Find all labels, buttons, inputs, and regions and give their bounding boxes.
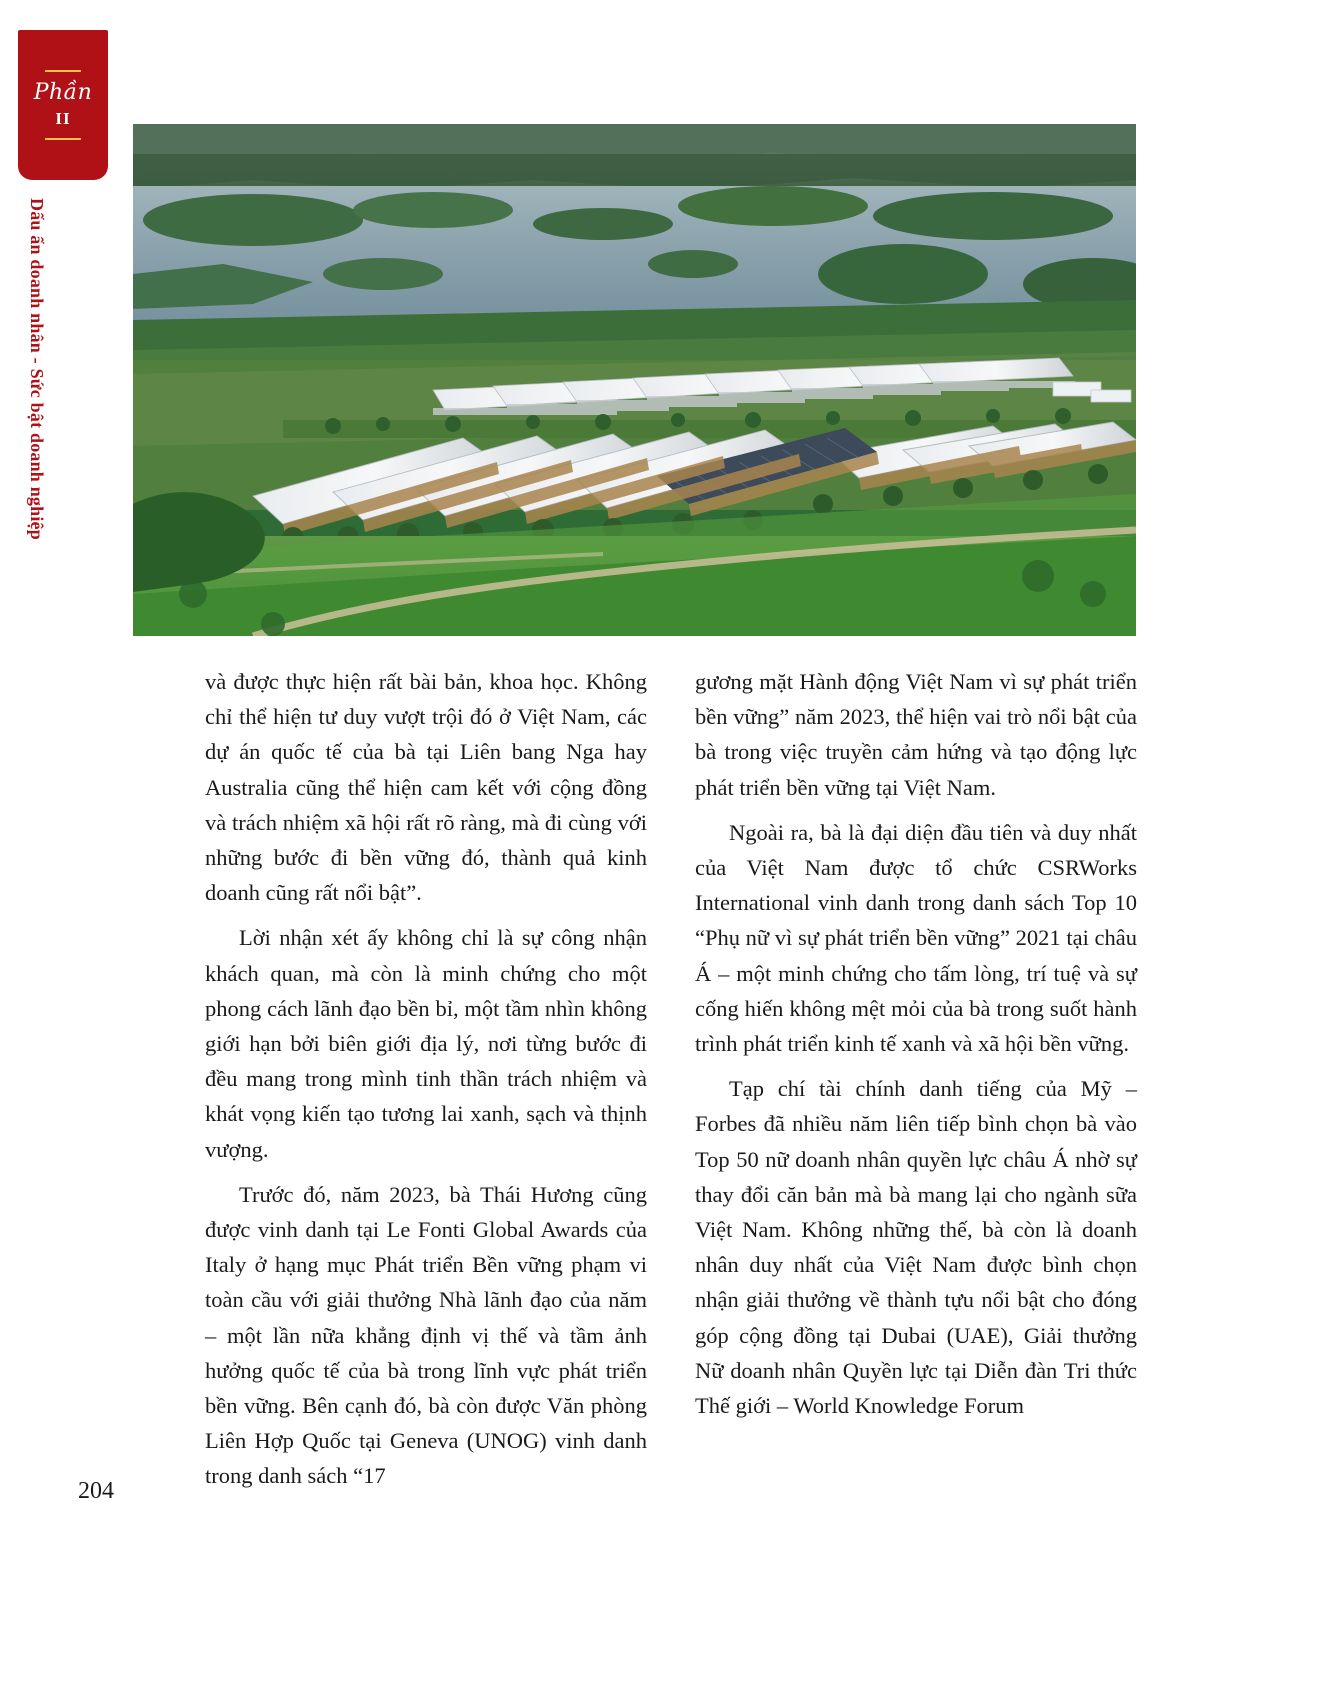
paragraph: Ngoài ra, bà là đại diện đầu tiên và duy nhất của Việt Nam được tổ chức CSRWorks International vinh danh trong danh sách Top 10 “Phụ nữ vì sự phát triển bền vững” 2021 tại châu Á – một minh chứng cho tấm lòng, trí tuệ và sự cống hiến không mệt mỏi của bà trong suốt hành trình phát triển kinh tế xanh và xã hội bền vững. [695,819,1137,1057]
part-tab-word: Phần [33,79,93,105]
paragraph: gương mặt Hành động Việt Nam vì sự phát triển bền vững” năm 2023, thể hiện vai trò nổi bật của bà trong việc truyền cảm hứng và tạo động lực phát triển bền vững tại Việt Nam. [695,669,1137,800]
paragraph: và được thực hiện rất bài bản, khoa học. Không chỉ thể hiện tư duy vượt trội đó ở Việt Nam, các dự án quốc tế của bà tại Liên bang Nga hay Australia cũng thể hiện cam kết với cộng đồng và trách nhiệm xã hội rất rõ ràng, mà đi cùng với những bước đi bền vững đó, thành quả kinh doanh cũng rất nổi bật”. [205,669,647,906]
farm-aerial-photo [133,124,1136,636]
paragraph: Tạp chí tài chính danh tiếng của Mỹ – Forbes đã nhiều năm liên tiếp bình chọn bà vào Top 50 nữ doanh nhân quyền lực châu Á nhờ sự thay đổi căn bản mà bà mang lại cho ngành sữa Việt Nam. Không những thế, bà còn là doanh nhân duy nhất của Việt Nam được bình chọn nhận giải thưởng về thành tựu nổi bật cho đóng góp cộng đồng tại Dubai (UAE), Giải thưởng Nữ doanh nhân Quyền lực tại Diễn đàn Tri thức Thế giới – World Knowledge Forum [695,1076,1137,1419]
photo-illustration [133,124,1136,636]
part-tab-rule-top [45,70,81,72]
part-tab-rule-bottom [45,138,81,140]
page-number: 204 [78,1478,114,1504]
part-tab [18,30,108,180]
paragraph: Lời nhận xét ấy không chỉ là sự công nhận khách quan, mà còn là minh chứng cho một phong cách lãnh đạo bền bỉ, một tầm nhìn không giới hạn bởi biên giới địa lý, nơi từng bước đi đều mang trong mình tinh thần trách nhiệm và khát vọng kiến tạo tương lai xanh, sạch và thịnh vượng. [205,925,647,1162]
column-left [205,664,647,1494]
running-head: Dấu ấn doanh nhân - Sức bật doanh nghiệp [27,198,47,540]
body-columns [205,664,1137,1494]
paragraph: Trước đó, năm 2023, bà Thái Hương cũng được vinh danh tại Le Fonti Global Awards của Italy ở hạng mục Phát triển Bền vững phạm vi toàn cầu với giải thưởng Nhà lãnh đạo của năm – một lần nữa khẳng định vị thế và tầm ảnh hưởng quốc tế của bà trong lĩnh vực phát triển bền vững. Bên cạnh đó, bà còn được Văn phòng Liên Hợp Quốc tại Geneva (UNOG) vinh danh trong danh sách “17 [205,1181,647,1489]
part-tab-number: II [55,109,71,129]
column-right [695,664,1137,1494]
